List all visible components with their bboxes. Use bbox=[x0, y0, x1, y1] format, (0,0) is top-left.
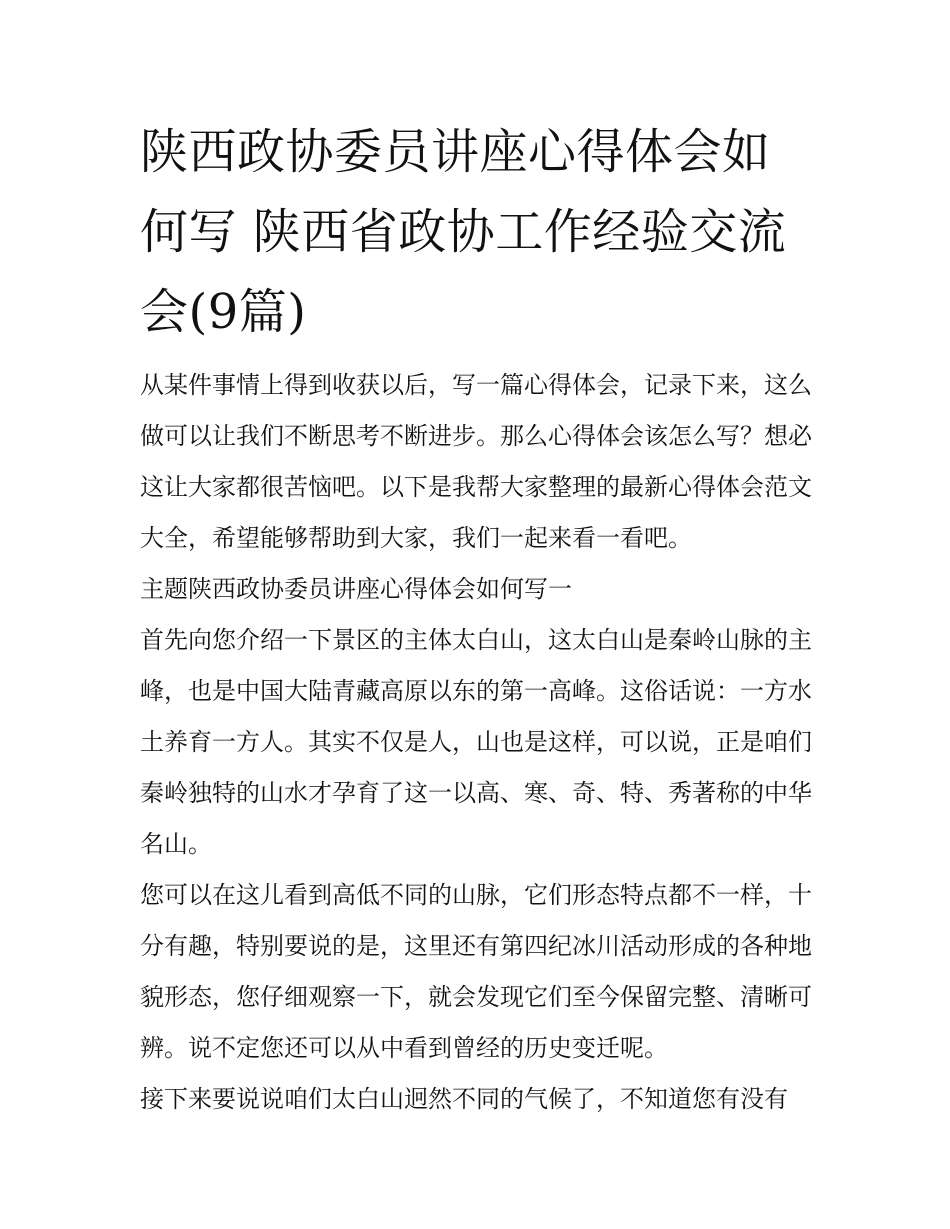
paragraph-taibai-intro: 首先向您介绍一下景区的主体太白山，这太白山是秦岭山脉的主峰，也是中国大陆青藏高原以东的第一高峰。这俗话说：一方水土养育一方人。其实不仅是人，山也是这样，可以说，正是咱们秦岭独特的山水才孕育了这一以高、寒、奇、特、秀著称的中华名山。 bbox=[140, 626, 812, 858]
document-title: 陕西政协委员讲座心得体会如何写 陕西省政协工作经验交流会(9篇) bbox=[140, 124, 787, 340]
paragraph-climate: 接下来要说说咱们太白山迥然不同的气候了，不知道您有没有 bbox=[140, 1085, 788, 1113]
document-body bbox=[140, 112, 812, 1125]
paragraph-landforms: 您可以在这儿看到高低不同的山脉，它们形态特点都不一样，十分有趣，特别要说的是，这里还有第四纪冰川活动形成的各种地貌形态，您仔细观察一下，就会发现它们至今保留完整、清晰可辨。说不定您还可以从中看到曾经的历史变迁呢。 bbox=[140, 881, 812, 1062]
paragraph-intro: 从某件事情上得到收获以后，写一篇心得体会，记录下来，这么做可以让我们不断思考不断进步。那么心得体会该怎么写？想必这让大家都很苦恼吧。以下是我帮大家整理的最新心得体会范文大全，希望能够帮助到大家，我们一起来看一看吧。 bbox=[140, 371, 812, 552]
paragraph-subheading: 主题陕西政协委员讲座心得体会如何写一 bbox=[140, 575, 572, 603]
